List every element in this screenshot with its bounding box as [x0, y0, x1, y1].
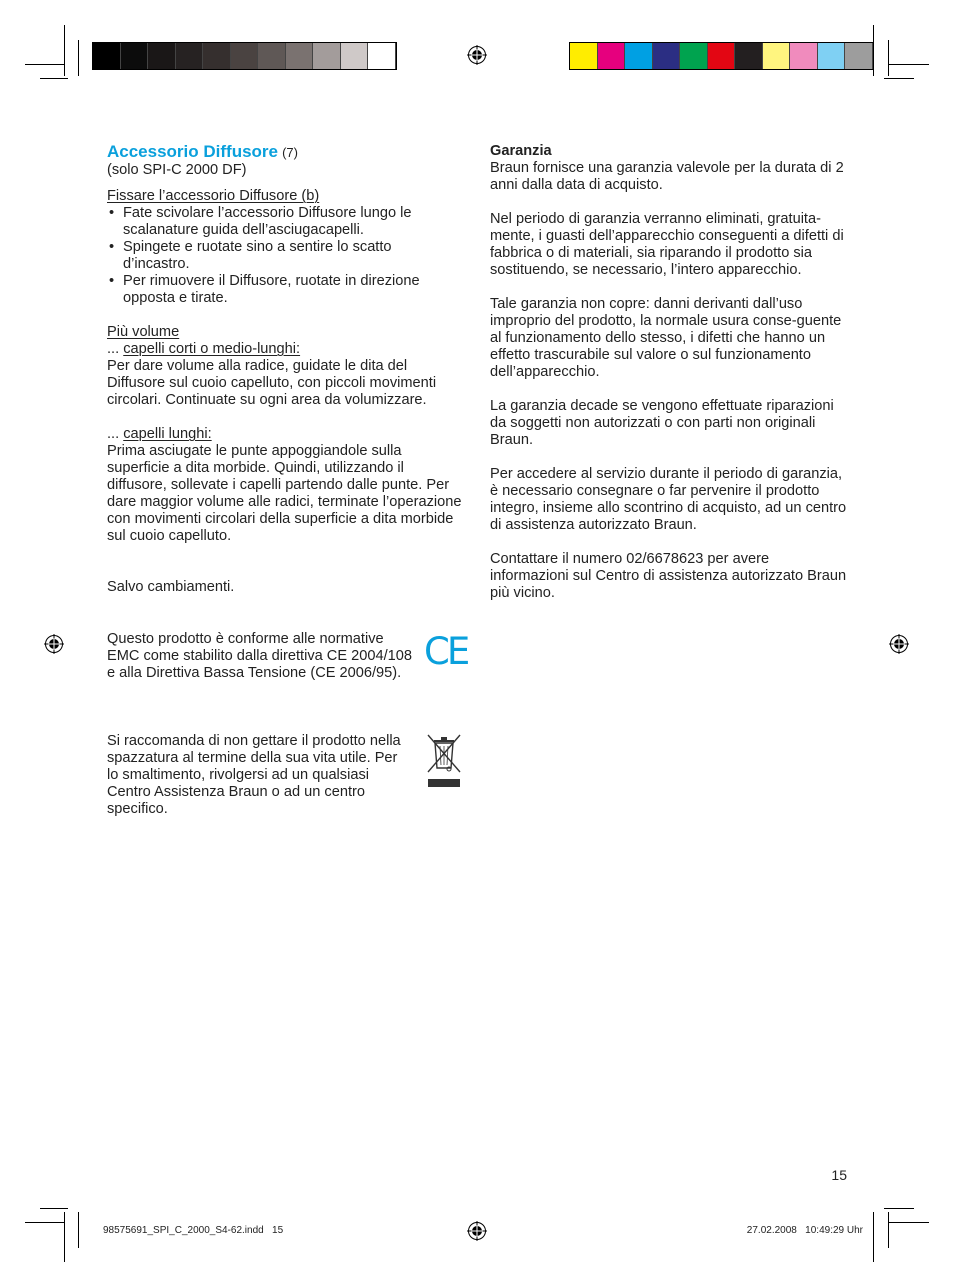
short-hair-heading: capelli corti o medio-lunghi:: [123, 341, 301, 357]
warranty-paragraph: Nel periodo di garanzia verranno eliminati, gratuita-mente, i guasti dell’apparecchio conseguenti a difetti di fabbrica o di materiali, sia riparando il prodotto sia sostituendo, se necessario, l’intero apparecchio.: [490, 211, 844, 278]
page-number: 15: [831, 1167, 847, 1183]
ce-conformity-text: Questo prodotto è conforme alle normative EMC come stabilito dalla direttiva CE 2004/108 e alla Direttiva Bassa Tensione (CE 2006/95).: [107, 631, 413, 681]
gray-swatch: [203, 43, 231, 69]
crop-mark: [40, 78, 68, 79]
ce-mark-label: CE: [424, 630, 468, 673]
color-swatch: [735, 43, 763, 69]
color-swatch: [570, 43, 598, 69]
long-hair-heading: capelli lunghi:: [123, 426, 212, 442]
color-swatch: [598, 43, 626, 69]
changes-note: Salvo cambiamenti.: [107, 579, 235, 595]
registration-mark-icon: [467, 45, 487, 65]
gray-swatch: [148, 43, 176, 69]
list-item: • Fate scivolare l’accessorio Diffusore lungo le scalanature guida dell’asciugacapelli.: [107, 205, 462, 239]
color-calibration-strip: [569, 42, 874, 70]
long-hair-text: Prima asciugate le punte appoggiandole sulla superficie a dita morbide. Quindi, utilizzando il diffusore, sollevate i capelli partendo dalle punte. Per dare maggior volume alle radici, terminate l’operazione con movimenti circolari della superficie a dita morbide sul cuoio capelluto.: [107, 443, 462, 544]
gray-swatch: [368, 43, 396, 69]
color-swatch: [790, 43, 818, 69]
gray-swatch: [341, 43, 369, 69]
warranty-paragraph: Per accedere al servizio durante il periodo di garanzia, è necessario consegnare o far pervenire il prodotto integro, insieme allo scontrino di acquisto, ad un centro di assistenza autorizzato Braun.: [490, 466, 847, 533]
color-swatch: [763, 43, 791, 69]
registration-mark-icon: [889, 634, 909, 654]
list-item: • Per rimuovere il Diffusore, ruotate in direzione opposta e tirate.: [107, 273, 462, 307]
color-swatch: [625, 43, 653, 69]
color-swatch: [845, 43, 873, 69]
crop-mark: [888, 1212, 889, 1248]
section-heading: [107, 143, 462, 162]
registration-mark-icon: [467, 1221, 487, 1241]
warranty-paragraph: Contattare il numero 02/6678623 per avere informazioni sul Centro di assistenza autorizzato Braun più vicino.: [490, 551, 847, 601]
crop-mark: [884, 78, 914, 79]
gray-swatch: [93, 43, 121, 69]
crop-mark: [873, 1212, 874, 1262]
crossed-bin-icon: [424, 732, 464, 788]
crop-mark: [64, 25, 65, 76]
footer-filename: 98575691_SPI_C_2000_S4-62.indd 15: [103, 1225, 284, 1236]
fix-heading: Fissare l’accessorio Diffusore (b): [107, 188, 320, 204]
gray-swatch: [313, 43, 341, 69]
footer-timestamp: 27.02.2008 10:49:29 Uhr: [746, 1225, 863, 1236]
crop-mark: [884, 1208, 914, 1209]
crop-mark: [64, 1212, 65, 1262]
warranty-title: Garanzia: [490, 143, 552, 159]
grayscale-calibration-strip: [92, 42, 397, 70]
registration-mark-icon: [44, 634, 64, 654]
crop-mark: [40, 1208, 68, 1209]
crop-mark: [888, 64, 929, 65]
color-swatch: [653, 43, 681, 69]
gray-swatch: [286, 43, 314, 69]
gray-swatch: [121, 43, 149, 69]
crop-mark: [888, 40, 889, 76]
gray-swatch: [176, 43, 204, 69]
ce-mark-icon: [424, 630, 468, 673]
crop-mark: [25, 64, 65, 65]
color-swatch: [680, 43, 708, 69]
gray-swatch: [258, 43, 286, 69]
crop-mark: [78, 40, 79, 76]
warranty-paragraph: Tale garanzia non copre: danni derivanti dall’uso improprio del prodotto, la normale usura conse-guente al funzionamento dello stesso, i difetti che hanno un effetto trascurabile sul valore o sul funzionamento dell’apparecchio.: [490, 296, 842, 380]
volume-heading: Più volume: [107, 324, 180, 340]
list-item: • Spingete e ruotate sino a sentire lo scatto d’incastro.: [107, 239, 462, 273]
model-note: (solo SPI-C 2000 DF): [107, 162, 247, 178]
ellipsis: ...: [107, 426, 120, 442]
color-swatch: [818, 43, 846, 69]
crop-mark: [888, 1222, 929, 1223]
short-hair-text: Per dare volume alla radice, guidate le dita del Diffusore sul cuoio capelluto, con piccoli movimenti circolari. Continuate su ogni area da volumizzare.: [107, 358, 437, 408]
figure-reference: (7): [282, 145, 298, 160]
crop-mark: [78, 1212, 79, 1248]
warranty-paragraph: Braun fornisce una garanzia valevole per la durata di 2 anni dalla data di acquisto.: [490, 160, 844, 193]
gray-swatch: [231, 43, 259, 69]
instruction-list: [107, 205, 462, 307]
ellipsis: ...: [107, 341, 120, 357]
warranty-paragraph: La garanzia decade se vengono effettuate riparazioni da soggetti non autorizzati o con parti non originali Braun.: [490, 398, 834, 448]
left-column: [107, 143, 462, 596]
color-swatch: [708, 43, 736, 69]
disposal-text: Si raccomanda di non gettare il prodotto nella spazzatura al termine della sua vita utile. Per lo smaltimento, rivolgersi ad un qualsiasi Centro Assistenza Braun o ad un centro specifico.: [107, 733, 401, 817]
crop-mark: [25, 1222, 65, 1223]
warranty-column: [490, 143, 850, 602]
section-title: Accessorio Diffusore: [107, 142, 278, 161]
